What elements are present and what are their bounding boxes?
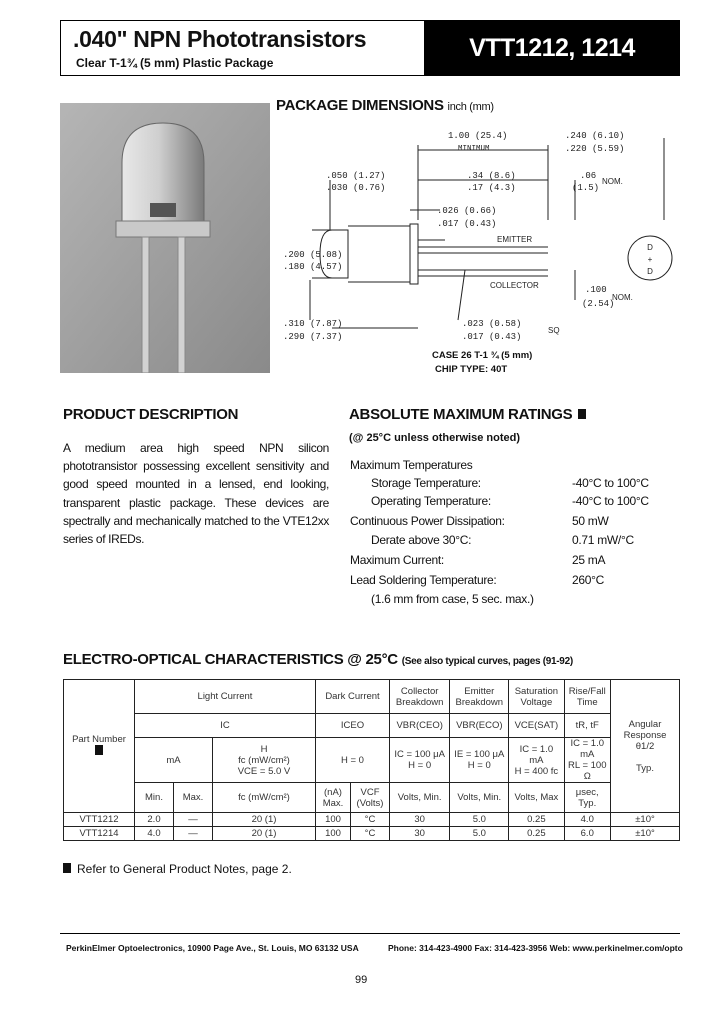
trtf-symbol: tR, tF: [564, 714, 610, 738]
cell-vbreco: 5.0: [450, 813, 509, 827]
rating-label: Maximum Temperatures: [350, 458, 473, 472]
dim-len-b: MINIMUM: [458, 145, 490, 153]
dim-d4a: .026 (0.66): [437, 206, 497, 216]
ie-100-condition: IE = 100 μA: [454, 749, 505, 760]
package-drawing: [270, 120, 690, 350]
cell-vbrceo: 30: [390, 827, 450, 841]
page-title: .040" NPN Phototransistors: [73, 26, 367, 52]
cell-vcf: °C: [351, 813, 390, 827]
cell-iceo: 100: [316, 827, 351, 841]
product-photo: [60, 103, 270, 373]
rating-value: -40°C to 100°C: [572, 494, 649, 508]
dim-d5a: .200 (5.08): [283, 250, 343, 260]
end-view-label-bottom: D: [647, 267, 653, 276]
saturation-voltage-header: Saturation Voltage: [509, 680, 564, 714]
label-emitter: EMITTER: [497, 235, 533, 244]
rl-condition: RL = 100 Ω: [568, 760, 607, 782]
cell-t: 4.0: [564, 813, 610, 827]
volts-min-header: Volts, Min.: [390, 783, 450, 813]
emitter-condition: [450, 738, 509, 783]
dim-sq: SQ: [548, 326, 560, 335]
rating-value: 50 mW: [572, 514, 609, 528]
vcesat-symbol: VCE(SAT): [509, 714, 564, 738]
note-square-icon: [578, 409, 586, 419]
package-heading-text: PACKAGE DIMENSIONS: [276, 97, 444, 114]
part-note-square-icon: [95, 745, 103, 755]
rating-value: 25 mA: [572, 553, 606, 567]
h0-condition-b: H = 0: [408, 760, 432, 771]
dim-d5b: .180 (4.57): [283, 262, 343, 272]
svg-text:+: +: [647, 255, 653, 264]
na-max-header: [316, 783, 351, 813]
refer-note: [63, 862, 292, 876]
emitter-breakdown-header: Emitter Breakdown: [450, 680, 509, 714]
part-number-header-cell: [64, 680, 135, 813]
case-label: CASE 26 T-1 ¾ (5 mm): [432, 350, 533, 361]
cell-t: 6.0: [564, 827, 610, 841]
h0-condition-c: H = 0: [467, 760, 491, 771]
dim-d7b: .290 (7.37): [283, 332, 343, 342]
cell-max: —: [174, 827, 213, 841]
cell-h: 20 (1): [213, 813, 316, 827]
dim-nom: NOM.: [602, 177, 623, 186]
dim-d7a: .310 (7.87): [283, 319, 343, 329]
ma-unit: mA: [135, 738, 213, 783]
part-number-header: Part Number: [72, 734, 126, 745]
dim-d4b: .017 (0.43): [437, 219, 497, 229]
electro-heading-note: (See also typical curves, pages (91-92): [401, 656, 573, 667]
product-description-heading: PRODUCT DESCRIPTION: [63, 406, 239, 423]
vce-condition: VCE = 5.0 V: [237, 765, 291, 777]
ic-1-condition-b: IC = 1.0 mA: [570, 738, 605, 760]
dim-d3b: (1.5): [572, 183, 600, 193]
cell-part: VTT1214: [64, 827, 135, 841]
rating-label: Derate above 30°C:: [371, 533, 472, 547]
end-view-label-top: D: [647, 243, 653, 252]
ic-100-condition: IC = 100 μA: [394, 749, 445, 760]
part-number-banner: VTT1212, 1214: [424, 20, 680, 76]
angular-typ: Typ.: [636, 762, 654, 774]
rating-value: -40°C to 100°C: [572, 476, 649, 490]
dim-d6b: (2.54): [582, 299, 615, 309]
product-description-text: A medium area high speed NPN silicon phototransistor possessing excellent sensitivity and good speed mounted in a lensed, end looking, transparent plastic package. These devices are spectrally and mechanically matched to the VTE12xx series of IREDs.: [63, 441, 329, 547]
cell-iceo: 100: [316, 813, 351, 827]
na-max: Max.: [322, 797, 344, 809]
rating-value: 0.71 mW/°C: [572, 533, 634, 547]
rating-label: Lead Soldering Temperature:: [350, 573, 497, 587]
cell-min: 4.0: [135, 827, 174, 841]
collector-breakdown-header: Collector Breakdown: [390, 680, 450, 714]
vbrceo-symbol: VBR(CEO): [390, 714, 450, 738]
na-unit: (nA): [324, 786, 342, 798]
package-dimensions-heading: [276, 97, 494, 114]
volts-min-header-2: Volts, Min.: [450, 783, 509, 813]
cell-min: 2.0: [135, 813, 174, 827]
electro-optical-table: [63, 679, 680, 841]
table-row: [64, 827, 680, 841]
dim-d1a: .050 (1.27): [326, 171, 386, 181]
cell-vcesat: 0.25: [509, 813, 564, 827]
vcf-header: [351, 783, 390, 813]
saturation-condition: [509, 738, 564, 783]
dark-current-header: Dark Current: [316, 680, 390, 714]
rating-label: (1.6 mm from case, 5 sec. max.): [371, 592, 534, 606]
ic-1-condition: IC = 1.0 mA: [519, 743, 554, 766]
chip-type-label: CHIP TYPE: 40T: [435, 364, 508, 375]
rating-label: Maximum Current:: [350, 553, 444, 567]
table-row: [64, 813, 680, 827]
cell-h: 20 (1): [213, 827, 316, 841]
vcf-unit: (Volts): [356, 797, 384, 809]
dim-d8b: .017 (0.43): [462, 332, 522, 342]
dim-dia-a: .240 (6.10): [565, 131, 625, 141]
cell-angle: ±10°: [611, 827, 680, 841]
page-subtitle: Clear T-1¾ (5 mm) Plastic Package: [76, 56, 274, 70]
rating-label: Operating Temperature:: [371, 494, 491, 508]
electro-heading-text: ELECTRO-OPTICAL CHARACTERISTICS @ 25°C: [63, 651, 398, 668]
dim-d3a: .06: [580, 171, 597, 181]
dim-d8a: .023 (0.58): [462, 319, 522, 329]
cell-angle: ±10°: [611, 813, 680, 827]
cell-vcesat: 0.25: [509, 827, 564, 841]
dark-condition: H = 0: [316, 738, 390, 783]
ratings-heading-text: ABSOLUTE MAXIMUM RATINGS: [349, 406, 573, 423]
footer-divider: [60, 933, 680, 934]
max-header: Max.: [174, 783, 213, 813]
dim-d6a: .100: [585, 285, 607, 295]
h-condition-cell: [213, 738, 316, 783]
page-number: 99: [355, 974, 368, 986]
footer-contact: Phone: 314-423-4900 Fax: 314-423-3956 Web: www.perkinelmer.com/opto: [388, 943, 683, 953]
collector-condition: [390, 738, 450, 783]
ic-symbol: IC: [135, 714, 316, 738]
dim-d2b: .17 (4.3): [467, 183, 516, 193]
fc-unit: fc (mW/cm²): [238, 754, 290, 766]
footer-address: PerkinElmer Optoelectronics, 10900 Page Ave., St. Louis, MO 63132 USA: [66, 943, 359, 953]
theta-symbol: θ1/2: [635, 740, 655, 752]
cell-vbrceo: 30: [390, 813, 450, 827]
electro-optical-heading: [63, 651, 573, 668]
ratings-note: (@ 25°C unless otherwise noted): [349, 432, 520, 444]
cell-vbreco: 5.0: [450, 827, 509, 841]
dim-len-a: 1.00 (25.4): [448, 131, 508, 141]
rating-label: Storage Temperature:: [371, 476, 481, 490]
usec-header: μsec, Typ.: [564, 783, 610, 813]
cell-vcf: °C: [351, 827, 390, 841]
rise-fall-header: Rise/Fall Time: [564, 680, 610, 714]
package-heading-unit: inch (mm): [447, 101, 494, 113]
h-400-condition: H = 400 fc: [514, 765, 559, 777]
cell-part: VTT1212: [64, 813, 135, 827]
angular-response-cell: [611, 680, 680, 813]
dim-nom-2: NOM.: [612, 293, 633, 302]
absolute-max-ratings-heading: [349, 406, 586, 423]
refer-note-text: Refer to General Product Notes, page 2.: [77, 862, 292, 876]
vcf-label: VCF: [360, 786, 380, 798]
rating-value: 260°C: [572, 573, 604, 587]
fc-header: fc (mW/cm²): [213, 783, 316, 813]
volts-max-header: Volts, Max: [509, 783, 564, 813]
iceo-symbol: ICEO: [316, 714, 390, 738]
refer-square-icon: [63, 863, 71, 873]
dim-d1b: .030 (0.76): [326, 183, 386, 193]
label-collector: COLLECTOR: [490, 281, 539, 290]
dim-d2a: .34 (8.6): [467, 171, 516, 181]
rise-fall-condition: [564, 738, 610, 783]
light-current-header: Light Current: [135, 680, 316, 714]
vbreco-symbol: VBR(ECO): [450, 714, 509, 738]
led-photo-graphic: [60, 103, 270, 373]
h-label: H: [260, 743, 268, 755]
cell-max: —: [174, 813, 213, 827]
min-header: Min.: [135, 783, 174, 813]
angular-response-header: Angular Response: [623, 718, 667, 741]
dim-dia-b: .220 (5.59): [565, 144, 625, 154]
rating-label: Continuous Power Dissipation:: [350, 514, 505, 528]
